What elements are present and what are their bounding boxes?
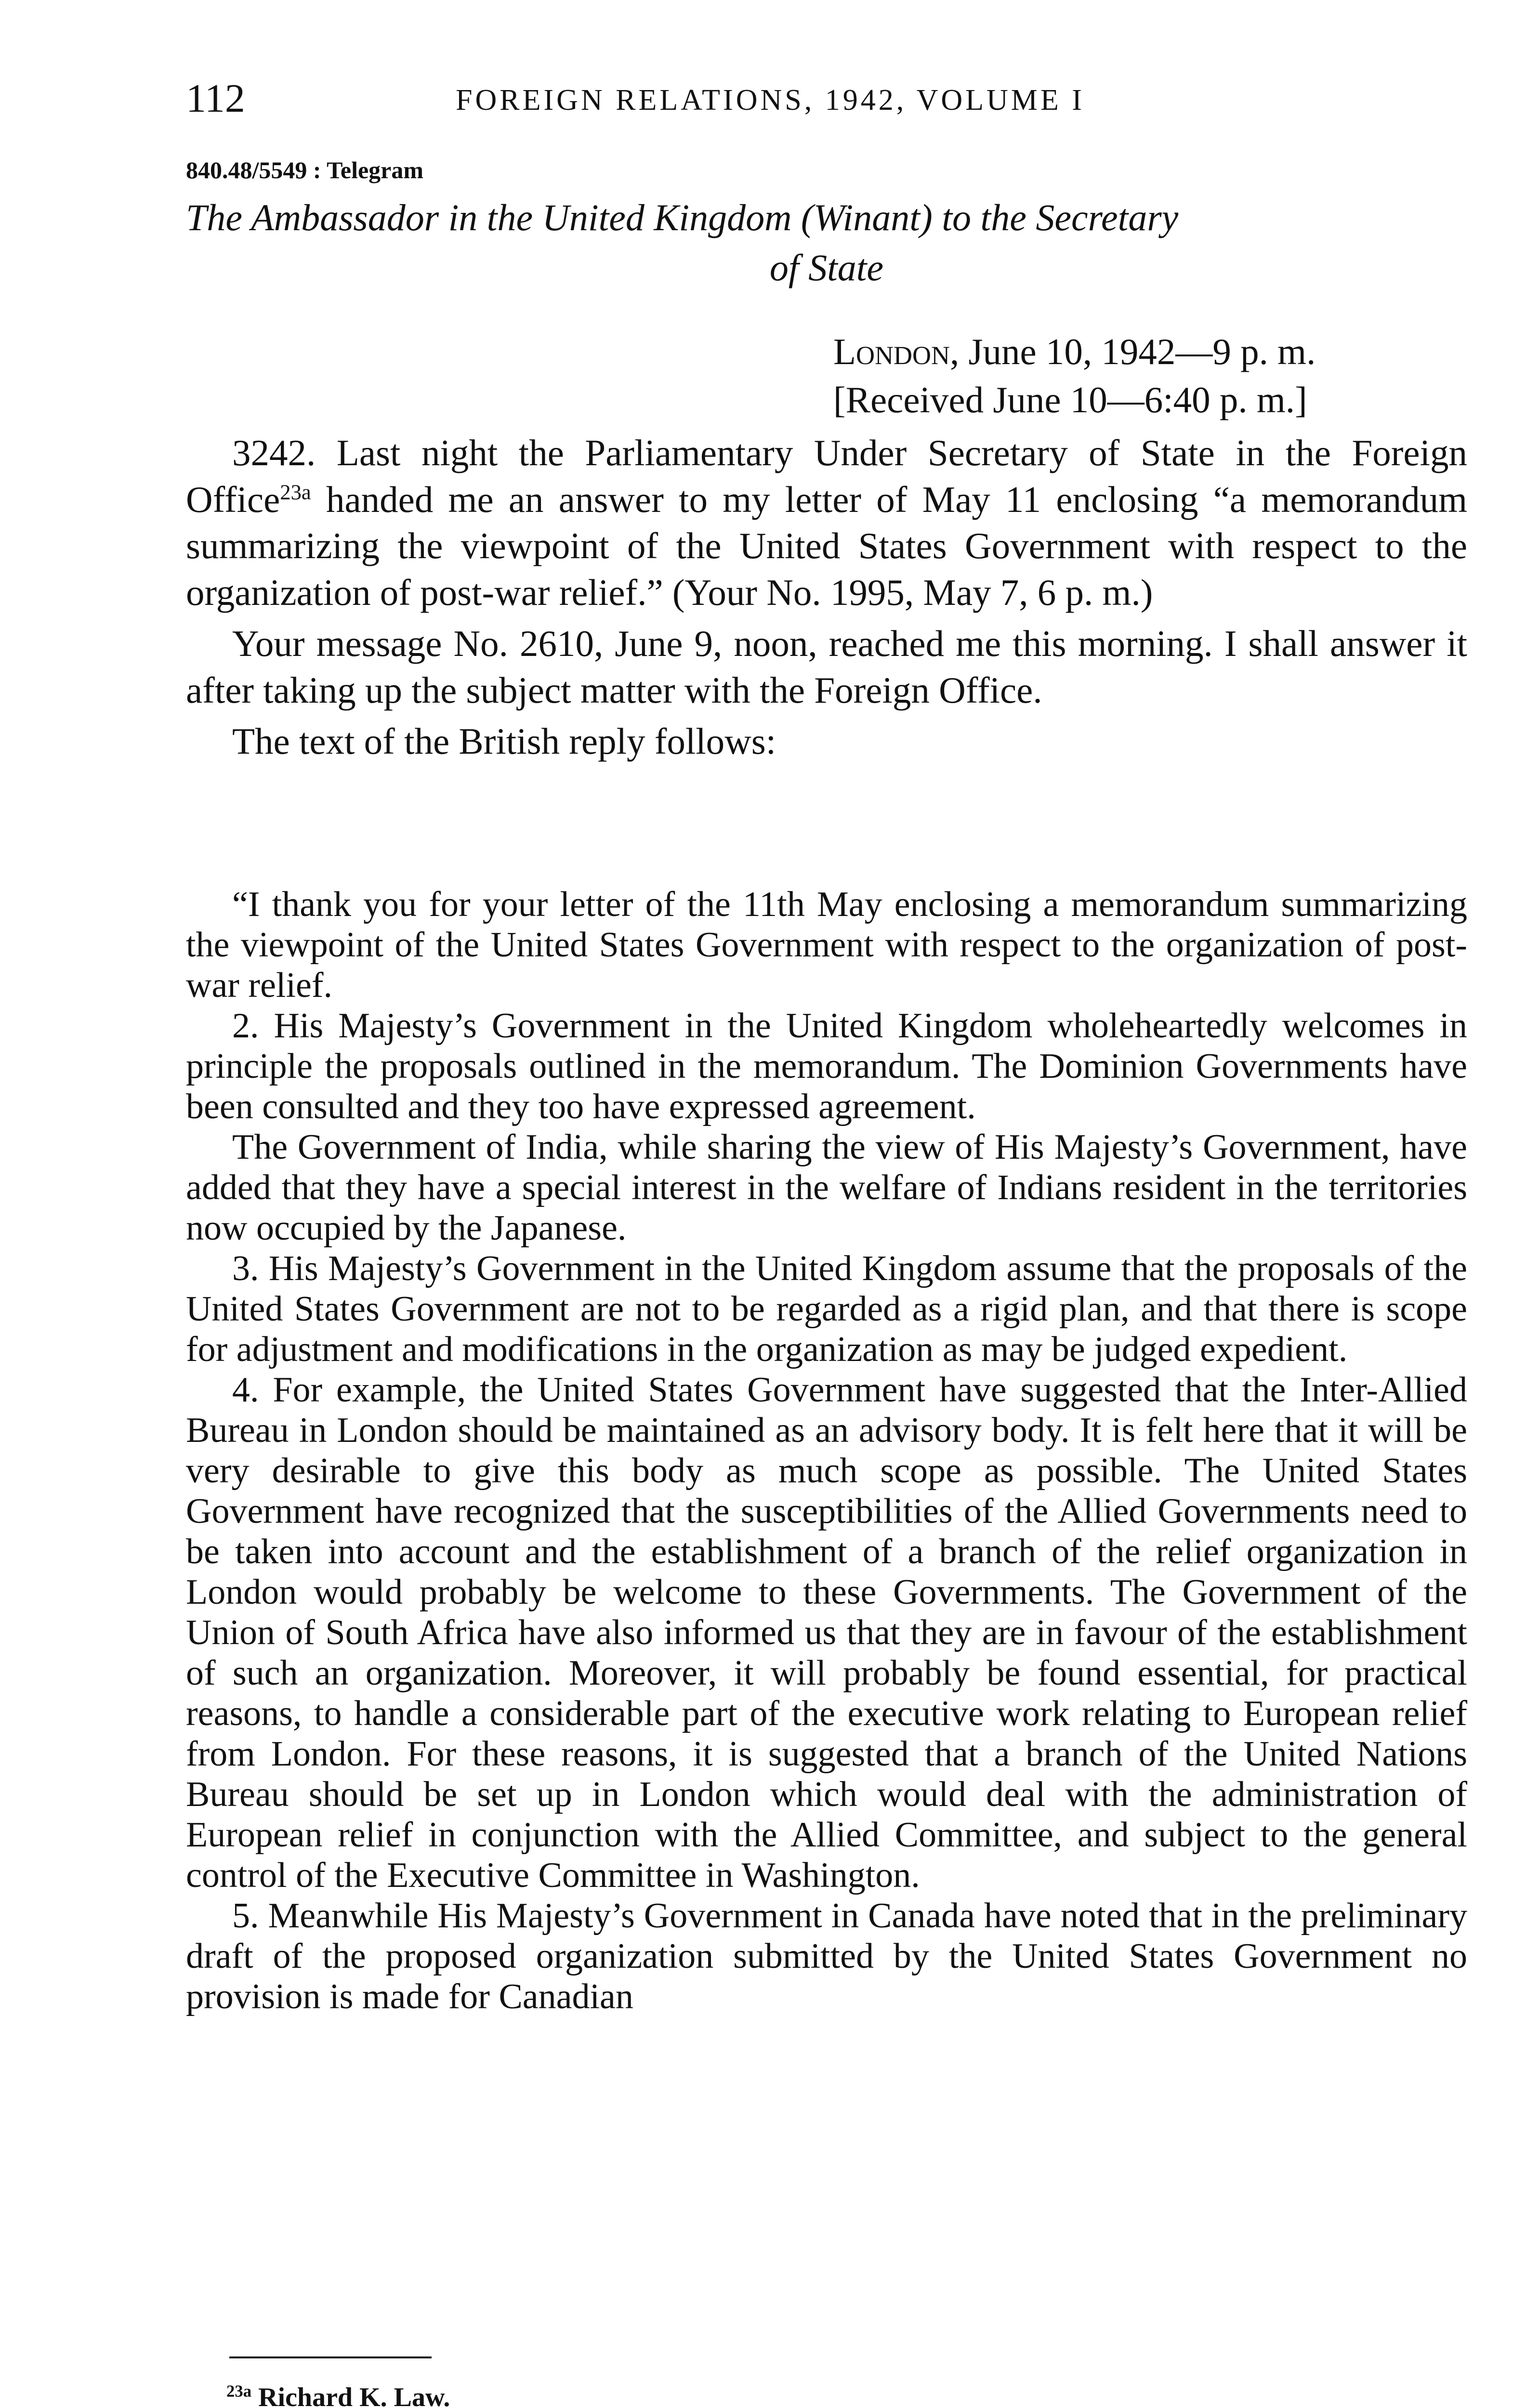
quote-paragraph: The Government of India, while sharing the view of His Majesty’s Government, have added that they have a special interest in the welfare of Indians resident in the territories now occupied by the Japanese. <box>186 1127 1467 1248</box>
quote-paragraph: 4. For example, the United States Government have suggested that the Inter-Allied Bureau in London should be maintained as an advisory body. It is felt here that it will be very desirable to give this body as much scope as possible. The United States Government have recognized that the susceptibilities of the Allied Governments need to be taken into account and the establishment of a branch of the relief organization in London would probably be welcome to these Governments. The Government of the Union of South Africa have also informed us that they are in favour of the establishment of such an organization. Moreover, it will probably be found essential, for practical reasons, to handle a considerable part of the executive work relating to European relief from London. For these reasons, it is suggested that a branch of the United Nations Bureau should be set up in London which would deal with the administration of European relief in conjunction with the Allied Committee, and subject to the general control of the Executive Committee in Washington. <box>186 1370 1467 1895</box>
quote-paragraph: 2. His Majesty’s Government in the United Kingdom wholeheartedly welcomes in principle the proposals outlined in the memorandum. The Dominion Governments have been consulted and they too have expressed agreement. <box>186 1006 1467 1126</box>
dateline-date: , June 10, 1942—9 p. m. <box>950 331 1316 372</box>
body-p1-end: handed me an answer to my letter of May 11 enclosing “a memorandum summarizing the viewpoint of the United States Government with respect to the organization of post-war relief.” (Your No. 1995, May 7, 6 p. m.) <box>186 478 1467 613</box>
quote-paragraph: “I thank you for your letter of the 11th May enclosing a memorandum summarizing the viewpoint of the United States Government with respect to the organization of post-war relief. <box>186 885 1467 1005</box>
dateline-received: [Received June 10—6:40 p. m.] <box>833 379 1307 420</box>
dateline <box>833 327 1316 424</box>
body-p1-start: 3242. Last night the Parliamentary Under Secretary of State in the Foreign Office <box>186 432 1467 520</box>
running-head <box>186 72 1467 130</box>
dateline-sent <box>833 327 1316 376</box>
document-heading <box>186 193 1467 293</box>
dateline-place: London <box>833 331 950 372</box>
heading-line-2: of State <box>769 247 884 288</box>
british-reply-quote <box>186 884 1467 2017</box>
footnote-text: Richard K. Law. <box>251 2382 450 2408</box>
footnote <box>226 2378 450 2408</box>
quote-paragraph: 5. Meanwhile His Majesty’s Government in Canada have noted that in the preliminary draft of the proposed organization submitted by the United States Government no provision is made for Canadian <box>186 1896 1467 2016</box>
heading-line-1: The Ambassador in the United Kingdom (Winant) to the Secretary <box>186 196 1179 238</box>
body-paragraph: The text of the British reply follows: <box>232 720 776 762</box>
quote-paragraph: 3. His Majesty’s Government in the United Kingdom assume that the proposals of the United States Government are not to be regarded as a rigid plan, and that there is scope for adjustment and modifications in the organization as may be judged expedient. <box>186 1249 1467 1369</box>
document-file-number: 840.48/5549 : Telegram <box>186 157 424 183</box>
running-title: FOREIGN RELATIONS, 1942, VOLUME I <box>456 84 1085 117</box>
footnote-divider <box>229 2356 432 2358</box>
footnote-ref: 23a <box>280 479 311 504</box>
telegram-body <box>186 430 1467 770</box>
body-paragraph <box>186 430 1467 615</box>
footnote-marker: 23a <box>226 2382 252 2401</box>
page-number: 112 <box>186 76 245 121</box>
body-paragraph: Your message No. 2610, June 9, noon, reached me this morning. I shall answer it after taking up the subject matter with the Foreign Office. <box>186 623 1467 711</box>
